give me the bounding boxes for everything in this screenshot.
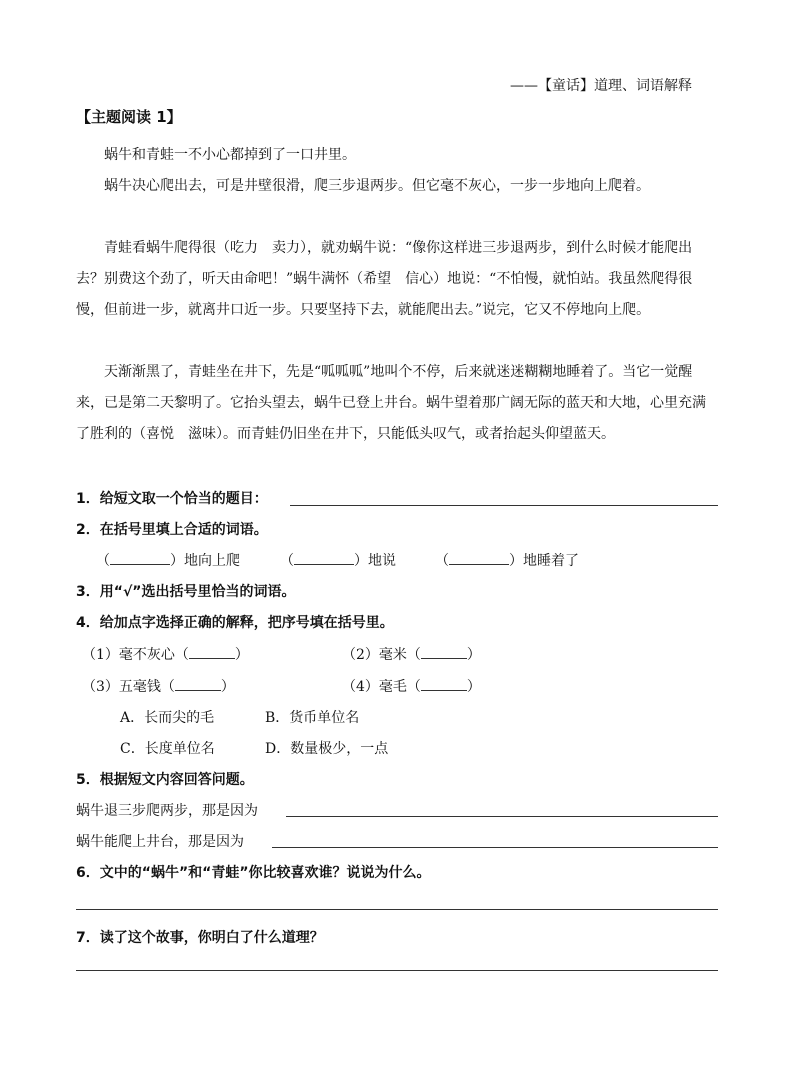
q4-blank-1[interactable]: [189, 646, 235, 659]
q4-item-4: [342, 676, 481, 696]
q4-option-d: D．数量极少，一点: [265, 741, 389, 757]
q2-text-3: ）地睡着了: [509, 553, 579, 569]
q2-item-2: [280, 550, 396, 570]
q4-close: ）: [466, 647, 481, 663]
header-subtitle: ——【童话】道理、词语解释: [510, 78, 692, 94]
q4-word: 毫米（: [378, 647, 421, 663]
q4-close: ）: [234, 647, 249, 663]
q1-answer-line[interactable]: [290, 505, 718, 506]
q5-answer-line-2[interactable]: [272, 847, 718, 848]
question-2: 2．在括号里填上合适的词语。: [76, 522, 268, 538]
q4-num: （2）: [342, 647, 379, 663]
q2-open-paren: （: [280, 553, 294, 569]
q2-item-3: [435, 550, 579, 570]
q5-line-2-label: 蜗牛能爬上井台，那是因为: [76, 834, 244, 850]
q4-blank-3[interactable]: [175, 678, 221, 691]
section-title: 【主题阅读 1】: [76, 108, 182, 126]
q4-close: ）: [466, 679, 481, 695]
q4-item-1: [82, 644, 249, 664]
story-paragraph-1: 蜗牛和青蛙一不小心都掉到了一口井里。: [104, 147, 356, 163]
q4-num: （1）: [82, 647, 119, 663]
question-4: 4．给加点字选择正确的解释，把序号填在括号里。: [76, 615, 394, 631]
q7-answer-line[interactable]: [76, 970, 718, 971]
q2-blank-1[interactable]: [110, 552, 170, 565]
q4-word: 毫毛（: [378, 679, 421, 695]
question-5: 5．根据短文内容回答问题。: [76, 772, 254, 788]
q2-text-2: ）地说: [354, 553, 396, 569]
question-1: 1．给短文取一个恰当的题目：: [76, 491, 268, 507]
q2-item-1: [96, 550, 240, 570]
q4-word: 五毫钱（: [118, 679, 175, 695]
q4-item-2: [342, 644, 481, 664]
story-paragraph-4: 天渐渐黑了，青蛙坐在井下，先是“呱呱呱”地叫个不停，后来就迷迷糊糊地睡着了。当它一觉醒来，已是第二天黎明了。它抬头望去，蜗牛已登上井台。蜗牛望着那广阔无际的蓝天和大地，心里充满了胜利的（喜悦 滋味）。而青蛙仍旧坐在井下，只能低头叹气，或者抬起头仰望蓝天。: [76, 364, 706, 442]
q2-blank-3[interactable]: [449, 552, 509, 565]
q4-num: （4）: [342, 679, 379, 695]
q5-line-1-label: 蜗牛退三步爬两步，那是因为: [76, 803, 258, 819]
q2-open-paren: （: [435, 553, 449, 569]
q5-answer-line-1[interactable]: [286, 816, 718, 817]
q4-blank-4[interactable]: [421, 678, 467, 691]
q4-option-a: A．长而尖的毛: [120, 710, 215, 726]
question-6: 6．文中的“蜗牛”和“青蛙”你比较喜欢谁？说说为什么。: [76, 865, 431, 881]
q4-blank-2[interactable]: [421, 646, 467, 659]
question-3: 3．用“√”选出括号里恰当的词语。: [76, 584, 296, 600]
q6-answer-line[interactable]: [76, 909, 718, 910]
q4-close: ）: [220, 679, 235, 695]
story-paragraph-2: 蜗牛决心爬出去，可是井壁很滑，爬三步退两步。但它毫不灰心，一步一步地向上爬着。: [104, 178, 650, 194]
story-paragraph-3: 青蛙看蜗牛爬得很（吃力 卖力），就劝蜗牛说：“像你这样进三步退两步，到什么时候才能爬出去？别费这个劲了，听天由命吧！”蜗牛满怀（希望 信心）地说：“不怕慢，就怕站。我虽然爬得很慢，但前进一步，就离井口近一步。只要坚持下去，就能爬出去。”说完，它又不停地向上爬。: [76, 240, 693, 318]
q2-open-paren: （: [96, 553, 110, 569]
q4-num: （3）: [82, 679, 119, 695]
q4-option-b: B．货币单位名: [265, 710, 360, 726]
q4-word: 毫不灰心（: [118, 647, 189, 663]
q2-blank-2[interactable]: [294, 552, 354, 565]
question-7: 7．读了这个故事，你明白了什么道理？: [76, 930, 324, 946]
q4-option-c: C．长度单位名: [120, 741, 215, 757]
q4-item-3: [82, 676, 235, 696]
q2-text-1: ）地向上爬: [170, 553, 240, 569]
